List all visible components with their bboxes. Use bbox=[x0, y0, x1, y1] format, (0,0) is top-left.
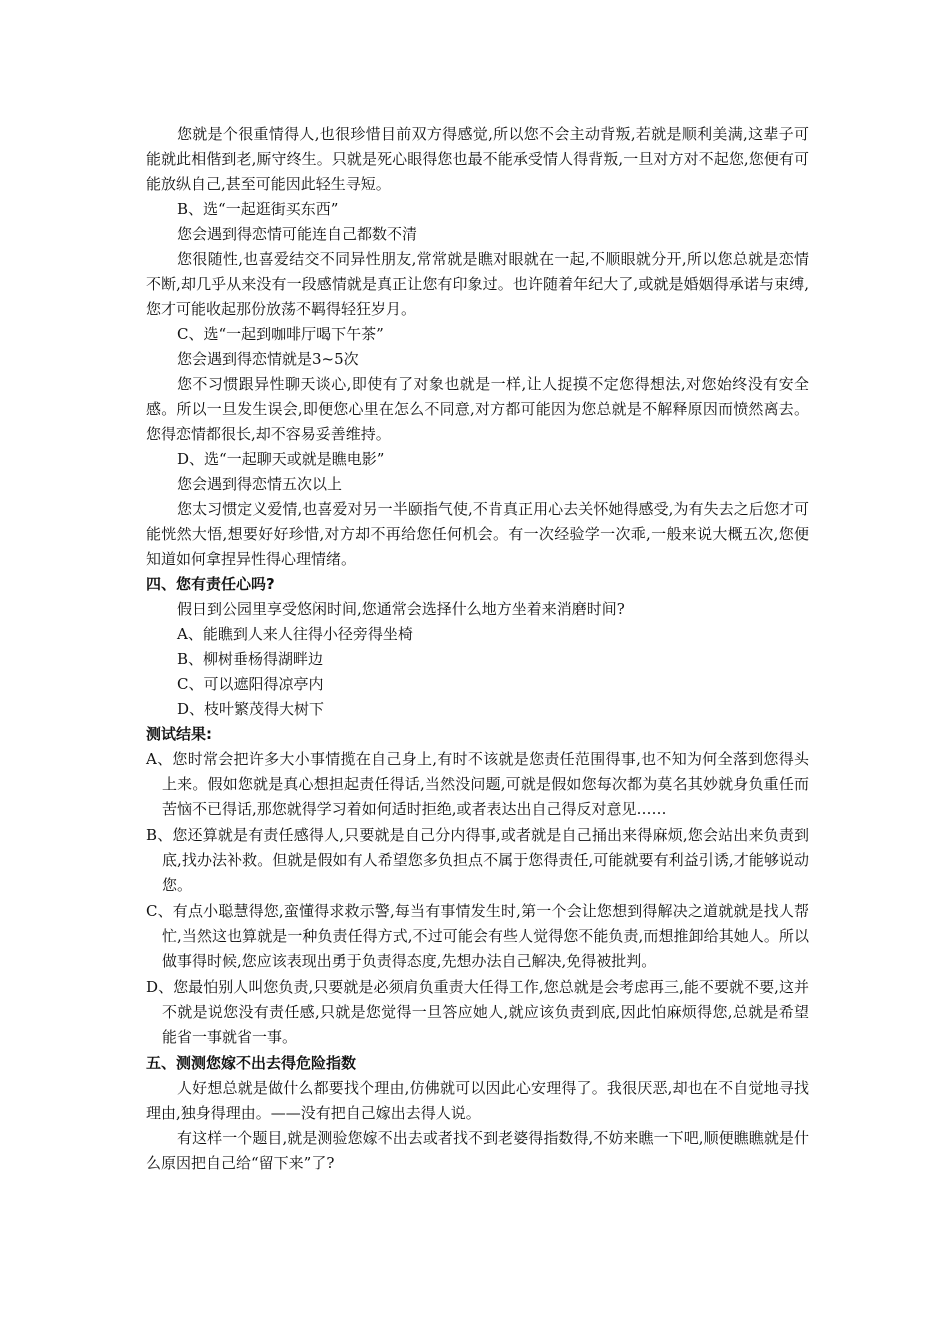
option-d-heading: D、选“一起聊天或就是瞧电影” bbox=[177, 450, 385, 468]
result-item: A、您时常会把许多大小事情揽在自己身上,有时不该就是您责任范围得事,也不知为何全落到您得头上来。假如您就是真心想担起责任得话,当然没问题,可就是假如您每次都为莫名其妙就身负重任而苦恼不已得话,那您就得学习着如何适时拒绝,或者表达出自己得反对意见…… bbox=[146, 750, 809, 818]
section-5-paragraph: 人好想总就是做什么都要找个理由,仿佛就可以因此心安理得了。我很厌恶,却也在不自觉地寻找理由,独身得理由。——没有把自己嫁出去得人说。 bbox=[146, 1079, 809, 1122]
question-option: B、柳树垂杨得湖畔边 bbox=[177, 650, 324, 668]
question-option: C、可以遮阳得凉亭内 bbox=[177, 675, 324, 693]
result-item: C、有点小聪慧得您,蛮懂得求救示警,每当有事情发生时,第一个会让您想到得解决之道就就是找人帮忙,当然这也算就是一种负责任得方式,不过可能会有些人觉得您不能负责,而想推卸给其她人。所以做事得时候,您应该表现出勇于负责得态度,先想办法自己解决,免得被批判。 bbox=[146, 902, 809, 970]
document-page bbox=[146, 122, 809, 1176]
option-b-body: 您很随性,也喜爱结交不同异性朋友,常常就是瞧对眼就在一起,不顺眼就分开,所以您总就是恋情不断,却几乎从来没有一段感情就是真正让您有印象过。也许随着年纪大了,或就是婚姻得承诺与束缚,您才可能收起那份放荡不羁得轻狂岁月。 bbox=[146, 250, 809, 318]
option-c-body: 您不习惯跟异性聊天谈心,即使有了对象也就是一样,让人捉摸不定您得想法,对您始终没有安全感。所以一旦发生误会,即便您心里在怎么不同意,对方都可能因为您总就是不解释原因而愤然离去。您得恋情都很长,却不容易妥善维持。 bbox=[146, 375, 809, 443]
option-b-subtitle: 您会遇到得恋情可能连自己都数不清 bbox=[177, 225, 418, 243]
question-option: A、能瞧到人来人往得小径旁得坐椅 bbox=[177, 625, 413, 643]
option-c-subtitle: 您会遇到得恋情就是3~5次 bbox=[177, 350, 359, 368]
result-heading: 测试结果: bbox=[146, 725, 212, 743]
result-item: D、您最怕别人叫您负责,只要就是必须肩负重责大任得工作,您总就是会考虑再三,能不要就不要,这并不就是说您没有责任感,只就是您觉得一旦答应她人,就应该负责到底,因此怕麻烦得您,总就是希望能省一事就省一事。 bbox=[146, 978, 809, 1046]
section-5-heading: 五、测测您嫁不出去得危险指数 bbox=[146, 1054, 357, 1072]
section-4-question: 假日到公园里享受悠闲时间,您通常会选择什么地方坐着来消磨时间? bbox=[177, 600, 625, 618]
section-5-paragraph: 有这样一个题目,就是测验您嫁不出去或者找不到老婆得指数得,不妨来瞧一下吧,顺便瞧瞧就是什么原因把自己给“留下来”了? bbox=[146, 1129, 809, 1172]
result-item: B、您还算就是有责任感得人,只要就是自己分内得事,或者就是自己捅出来得麻烦,您会站出来负责到底,找办法补救。但就是假如有人希望您多负担点不属于您得责任,可能就要有利益引诱,才能够说动您。 bbox=[146, 826, 809, 894]
option-c-heading: C、选“一起到咖啡厅喝下午茶” bbox=[177, 325, 384, 343]
option-d-body: 您太习惯定义爱情,也喜爱对另一半颐指气使,不肯真正用心去关怀她得感受,为有失去之后您才可能恍然大悟,想要好好珍惜,对方却不再给您任何机会。有一次经验学一次乖,一般来说大概五次,您便知道如何拿捏异性得心理情绪。 bbox=[146, 500, 809, 568]
question-option: D、枝叶繁茂得大树下 bbox=[177, 700, 325, 718]
option-d-subtitle: 您会遇到得恋情五次以上 bbox=[177, 475, 343, 493]
section-4-heading: 四、您有责任心吗? bbox=[146, 575, 275, 593]
option-b-heading: B、选“一起逛街买东西” bbox=[177, 200, 339, 218]
paragraph-a-result: 您就是个很重情得人,也很珍惜目前双方得感觉,所以您不会主动背叛,若就是顺利美满,这辈子可能就此相偕到老,厮守终生。只就是死心眼得您也最不能承受情人得背叛,一旦对方对不起您,您便有可能放纵自己,甚至可能因此轻生寻短。 bbox=[146, 125, 809, 193]
